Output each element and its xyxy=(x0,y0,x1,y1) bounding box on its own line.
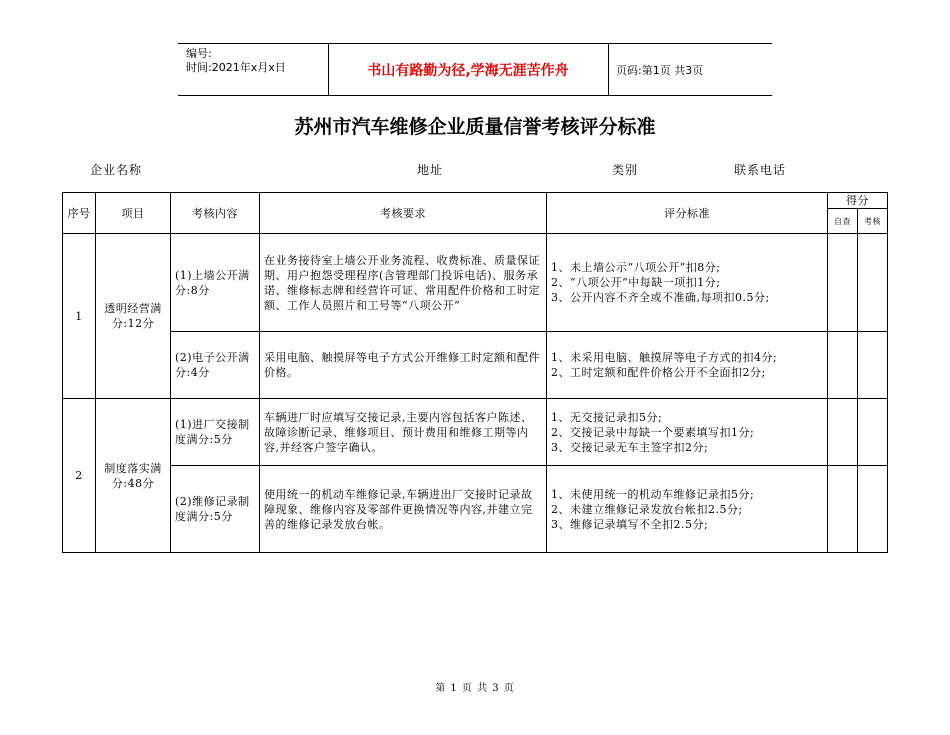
row-requirement: 车辆进厂时应填写交接记录,主要内容包括客户陈述、故障诊断记录、维修项目、预计费用和维修工期等内容,并经客户签字确认。 xyxy=(260,399,547,466)
group-seq: 1 xyxy=(63,234,96,399)
table-row xyxy=(63,332,888,399)
table-header-row xyxy=(63,193,888,209)
group-item: 制度落实满分:48分 xyxy=(96,399,171,553)
standard-line: 3、公开内容不齐全或不准确,每项扣0.5分; xyxy=(551,291,770,304)
document-header xyxy=(178,43,772,96)
address-label: 地址 xyxy=(417,163,444,177)
row-standard xyxy=(547,466,828,553)
header-motto: 书山有路勤为径,学海无涯苦作舟 xyxy=(367,63,569,79)
row-content: (2)电子公开满分:4分 xyxy=(171,332,260,399)
page-footer: 第 1 页 共 3 页 xyxy=(435,683,515,694)
header-meta xyxy=(186,47,286,75)
scoring-table xyxy=(62,192,888,553)
header-content: 考核内容 xyxy=(171,193,260,234)
standard-line: 3、维修记录填写不全扣2.5分; xyxy=(551,517,709,531)
header-seq: 序号 xyxy=(63,193,96,234)
standard-line: 3、交接记录无车主签字扣2分; xyxy=(551,440,709,454)
check-score-cell[interactable] xyxy=(858,332,888,399)
row-requirement: 采用电脑、触摸屏等电子方式公开维修工时定额和配件价格。 xyxy=(260,332,547,399)
table-row xyxy=(63,466,888,553)
row-standard xyxy=(547,332,828,399)
header-standard: 评分标准 xyxy=(547,193,828,234)
row-standard xyxy=(547,234,828,332)
row-content: (1)进厂交接制度满分:5分 xyxy=(171,399,260,466)
self-score-cell[interactable] xyxy=(828,234,858,332)
standard-line: 2、工时定额和配件价格公开不全面扣2分; xyxy=(551,366,766,379)
header-score: 得分 xyxy=(828,193,888,209)
table-row xyxy=(63,399,888,466)
group-item: 透明经营满分:12分 xyxy=(96,234,171,399)
code-label: 编号: xyxy=(186,47,212,60)
check-score-cell[interactable] xyxy=(858,399,888,466)
standard-line: 2、未建立维修记录发放台帐扣2.5分; xyxy=(551,502,743,516)
standard-line: 1、未使用统一的机动车维修记录扣5分; xyxy=(551,487,755,501)
phone-label: 联系电话 xyxy=(734,163,787,177)
document-title: 苏州市汽车维修企业质量信誉考核评分标准 xyxy=(294,116,656,138)
check-score-cell[interactable] xyxy=(858,234,888,332)
company-name-label: 企业名称 xyxy=(90,163,143,177)
standard-line: 2、“八项公开”中每缺一项扣1分; xyxy=(551,276,721,289)
group-seq: 2 xyxy=(63,399,96,553)
row-requirement: 在业务接待室上墙公开业务流程、收费标准、质量保证期、用户抱怨受理程序(含管理部门投诉电话)、服务承诺、维修标志牌和经营许可证、常用配件价格和工时定额、工作人员照片和工号等“八项公开” xyxy=(260,234,547,332)
standard-line: 1、未采用电脑、触摸屏等电子方式的扣4分; xyxy=(551,351,778,364)
category-label: 类别 xyxy=(612,163,639,177)
header-self: 自查 xyxy=(828,209,858,234)
row-content: (1)上墙公开满分:8分 xyxy=(171,234,260,332)
row-requirement: 使用统一的机动车维修记录,车辆进出厂交接时记录故障现象、维修内容及零部件更换情况等内容,并建立完善的维修记录发放台帐。 xyxy=(260,466,547,553)
self-score-cell[interactable] xyxy=(828,332,858,399)
standard-line: 1、无交接记录扣5分; xyxy=(551,410,663,424)
header-divider xyxy=(608,44,609,95)
header-requirement: 考核要求 xyxy=(260,193,547,234)
check-score-cell[interactable] xyxy=(858,466,888,553)
time-label: 时间:2021年x月x日 xyxy=(186,61,286,74)
table-row xyxy=(63,234,888,332)
header-item: 项目 xyxy=(96,193,171,234)
row-standard xyxy=(547,399,828,466)
header-page-info: 页码:第1页 共3页 xyxy=(616,64,704,77)
self-score-cell[interactable] xyxy=(828,399,858,466)
standard-line: 2、交接记录中每缺一个要素填写扣1分; xyxy=(551,425,755,439)
row-content: (2)维修记录制度满分:5分 xyxy=(171,466,260,553)
standard-line: 1、未上墙公示“八项公开”扣8分; xyxy=(551,261,721,274)
header-check: 考核 xyxy=(858,209,888,234)
self-score-cell[interactable] xyxy=(828,466,858,553)
